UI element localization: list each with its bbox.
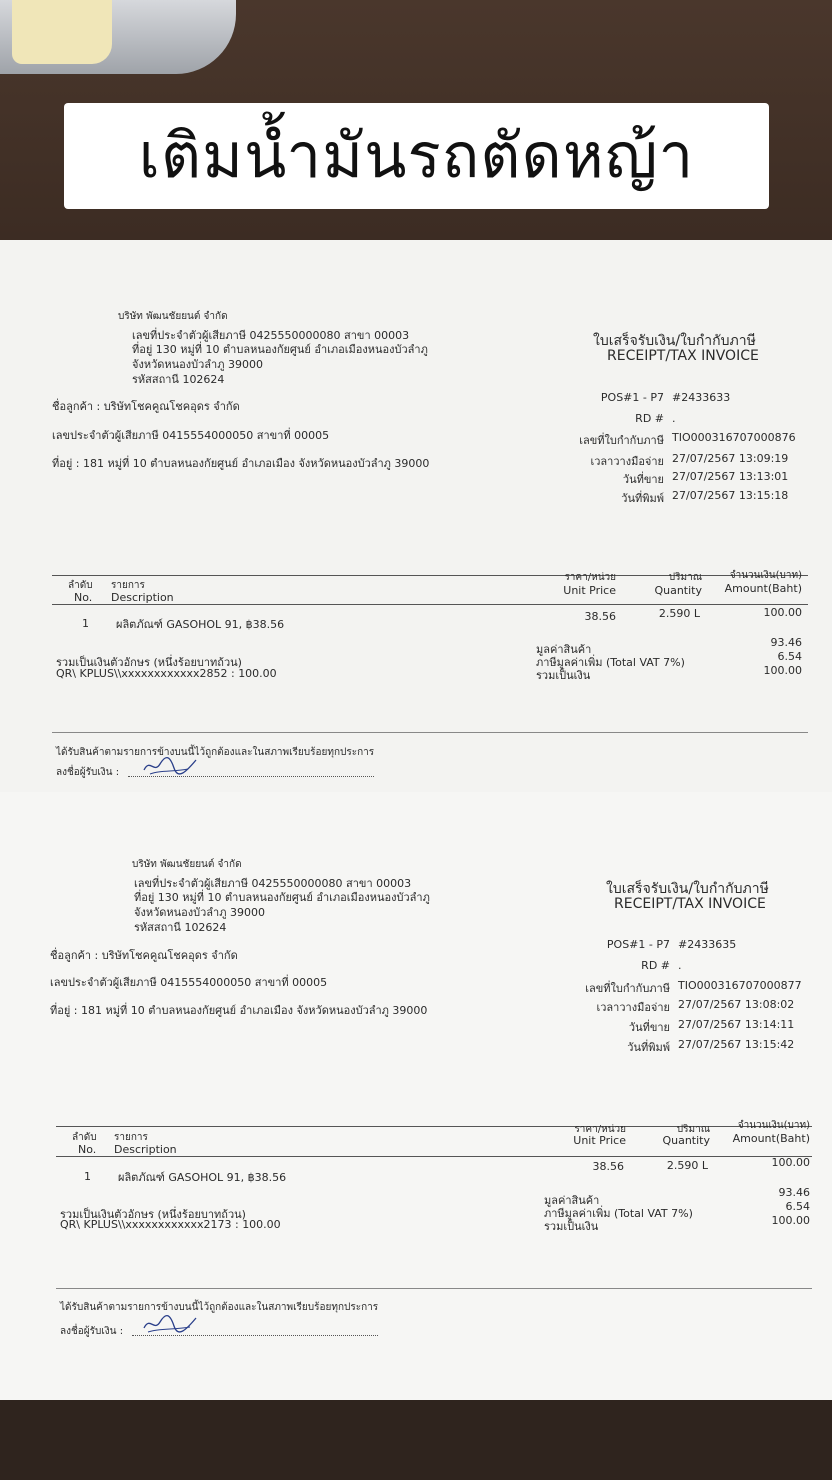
station-code: รหัสสถานี 102624 [132, 373, 225, 386]
customer-tax-id: เลขประจำตัวผู้เสียภาษี 0415554000050 สาขาที่ 00005 [52, 429, 330, 442]
item-quantity: 2.590 L [666, 1159, 708, 1172]
item-quantity: 2.590 L [658, 607, 700, 620]
col-price-en: Unit Price [573, 1134, 626, 1147]
col-desc-th: รายการ [111, 580, 145, 591]
company-province: จังหวัดหนองบัวลำภู 39000 [132, 358, 263, 371]
customer-name: ชื่อลูกค้า : บริษัทโชคคูณโชคอุดร จำกัด [52, 400, 240, 413]
caption-text: เติมน้ำมันรถตัดหญ้า [138, 119, 695, 192]
table-background-bottom [0, 1400, 832, 1480]
item-no: 1 [82, 617, 89, 630]
invoice-value: TIO000316707000876 [672, 431, 796, 444]
col-desc-en: Description [114, 1143, 177, 1156]
col-amount-en: Amount(Baht) [732, 1132, 810, 1145]
receipt-2 [0, 792, 832, 1402]
payment-reference: QR\ KPLUS\\xxxxxxxxxxxx2173 : 100.00 [60, 1218, 281, 1231]
company-address: ที่อยู่ 130 หมู่ที่ 10 ตำบลหนองกัยศูนย์ อำเภอเมืองหนองบัวลำภู [132, 343, 428, 356]
pos-label: POS#1 - P7 [606, 938, 670, 951]
acknowledgement: ได้รับสินค้าตามรายการข้างบนนี้ไว้ถูกต้องและในสภาพเรียบร้อยทุกประการ [56, 747, 375, 758]
title-english: RECEIPT/TAX INVOICE [607, 348, 759, 364]
col-qty-en: Quantity [662, 1134, 710, 1147]
rd-label: RD # [641, 959, 670, 972]
total-label: รวมเป็นเงิน [544, 1220, 599, 1233]
pay-time-label: เวลาวางมือจ่าย [590, 455, 664, 468]
invoice-value: TIO000316707000877 [678, 979, 802, 992]
item-unit-price: 38.56 [584, 610, 616, 623]
total-label: รวมเป็นเงิน [536, 669, 591, 682]
vat-value: 6.54 [785, 1200, 810, 1213]
receipt-1 [0, 240, 832, 802]
handwritten-signature [140, 1308, 200, 1336]
subtotal-value: 93.46 [778, 1186, 810, 1199]
pay-time-value: 27/07/2567 13:08:02 [678, 998, 795, 1011]
sale-date-label: วันที่ขาย [628, 1021, 670, 1034]
rd-value: . [678, 959, 682, 972]
col-no-th: ลำดับ [68, 580, 93, 591]
customer-name: ชื่อลูกค้า : บริษัทโชคคูณโชคอุดร จำกัด [50, 949, 238, 962]
vat-value: 6.54 [777, 650, 802, 663]
amount-in-words: รวมเป็นเงินตัวอักษร (หนึ่งร้อยบาทถ้วน) [56, 656, 242, 669]
item-amount: 100.00 [763, 606, 802, 619]
invoice-label: เลขที่ใบกำกับภาษี [579, 434, 664, 447]
print-date-label: วันที่พิมพ์ [627, 1041, 670, 1054]
col-no-en: No. [78, 1143, 97, 1156]
customer-tax-id: เลขประจำตัวผู้เสียภาษี 0415554000050 สาขาที่ 00005 [50, 976, 328, 989]
footer-rule [52, 732, 808, 733]
company-tax-id: เลขที่ประจำตัวผู้เสียภาษี 0425550000080 สาขา 00003 [132, 329, 410, 342]
print-date-value: 27/07/2567 13:15:18 [672, 489, 789, 502]
col-no-th: ลำดับ [72, 1132, 97, 1143]
pay-time-label: เวลาวางมือจ่าย [596, 1001, 670, 1014]
rd-label: RD # [635, 412, 664, 425]
station-code: รหัสสถานี 102624 [134, 921, 227, 934]
print-date-label: วันที่พิมพ์ [621, 492, 664, 505]
item-description: ผลิตภัณฑ์ GASOHOL 91, ฿38.56 [116, 618, 285, 631]
amount-in-words: รวมเป็นเงินตัวอักษร (หนึ่งร้อยบาทถ้วน) [60, 1208, 246, 1221]
company-name: บริษัท พัฒนชัยยนต์ จำกัด [118, 311, 228, 322]
table-header-rule [56, 1156, 812, 1157]
title-english: RECEIPT/TAX INVOICE [614, 896, 766, 912]
vat-label: ภาษีมูลค่าเพิ่ม (Total VAT 7%) [544, 1207, 693, 1220]
total-value: 100.00 [763, 664, 802, 677]
col-no-en: No. [74, 591, 93, 604]
customer-address: ที่อยู่ : 181 หมู่ที่ 10 ตำบลหนองกัยศูนย์ อำเภอเมือง จังหวัดหนองบัวลำภู 39000 [50, 1004, 428, 1017]
acknowledgement: ได้รับสินค้าตามรายการข้างบนนี้ไว้ถูกต้องและในสภาพเรียบร้อยทุกประการ [60, 1302, 379, 1313]
company-province: จังหวัดหนองบัวลำภู 39000 [134, 906, 265, 919]
col-qty-en: Quantity [654, 584, 702, 597]
col-amount-en: Amount(Baht) [724, 582, 802, 595]
pos-value: #2433633 [672, 391, 731, 404]
item-description: ผลิตภัณฑ์ GASOHOL 91, ฿38.56 [118, 1171, 287, 1184]
col-amount-th: จำนวนเงิน(บาท) [729, 570, 802, 581]
invoice-label: เลขที่ใบกำกับภาษี [585, 982, 670, 995]
company-address: ที่อยู่ 130 หมู่ที่ 10 ตำบลหนองกัยศูนย์ อำเภอเมืองหนองบัวลำภู [134, 891, 430, 904]
item-unit-price: 38.56 [592, 1160, 624, 1173]
total-value: 100.00 [771, 1214, 810, 1227]
signature-label: ลงชื่อผู้รับเงิน : [56, 767, 120, 778]
col-price-th: ราคา/หน่วย [564, 572, 616, 583]
table-header-rule [52, 604, 808, 605]
bottle-label [12, 0, 112, 64]
col-qty-th: ปริมาณ [676, 1124, 710, 1135]
handwritten-signature [140, 752, 200, 778]
photo-caption [64, 103, 769, 209]
company-tax-id: เลขที่ประจำตัวผู้เสียภาษี 0425550000080 สาขา 00003 [134, 877, 412, 890]
col-desc-en: Description [111, 591, 174, 604]
title-thai: ใบเสร็จรับเงิน/ใบกำกับภาษี [593, 333, 756, 349]
col-price-en: Unit Price [563, 584, 616, 597]
bottle [0, 0, 236, 74]
subtotal-label: มูลค่าสินค้า [536, 643, 592, 656]
subtotal-label: มูลค่าสินค้า [544, 1194, 600, 1207]
sale-date-value: 27/07/2567 13:13:01 [672, 470, 789, 483]
title-thai: ใบเสร็จรับเงิน/ใบกำกับภาษี [606, 881, 769, 897]
col-qty-th: ปริมาณ [668, 572, 702, 583]
footer-rule [56, 1288, 812, 1289]
pay-time-value: 27/07/2567 13:09:19 [672, 452, 789, 465]
payment-reference: QR\ KPLUS\\xxxxxxxxxxxx2852 : 100.00 [56, 667, 277, 680]
item-no: 1 [84, 1170, 91, 1183]
company-name: บริษัท พัฒนชัยยนต์ จำกัด [132, 859, 242, 870]
item-amount: 100.00 [771, 1156, 810, 1169]
sale-date-value: 27/07/2567 13:14:11 [678, 1018, 795, 1031]
col-price-th: ราคา/หน่วย [574, 1124, 626, 1135]
customer-address: ที่อยู่ : 181 หมู่ที่ 10 ตำบลหนองกัยศูนย์ อำเภอเมือง จังหวัดหนองบัวลำภู 39000 [52, 457, 430, 470]
pos-label: POS#1 - P7 [600, 391, 664, 404]
signature-label: ลงชื่อผู้รับเงิน : [60, 1326, 124, 1337]
rd-value: . [672, 412, 676, 425]
print-date-value: 27/07/2567 13:15:42 [678, 1038, 795, 1051]
col-amount-th: จำนวนเงิน(บาท) [737, 1120, 810, 1131]
pos-value: #2433635 [678, 938, 737, 951]
col-desc-th: รายการ [114, 1132, 148, 1143]
sale-date-label: วันที่ขาย [622, 473, 664, 486]
vat-label: ภาษีมูลค่าเพิ่ม (Total VAT 7%) [536, 656, 685, 669]
subtotal-value: 93.46 [770, 636, 802, 649]
